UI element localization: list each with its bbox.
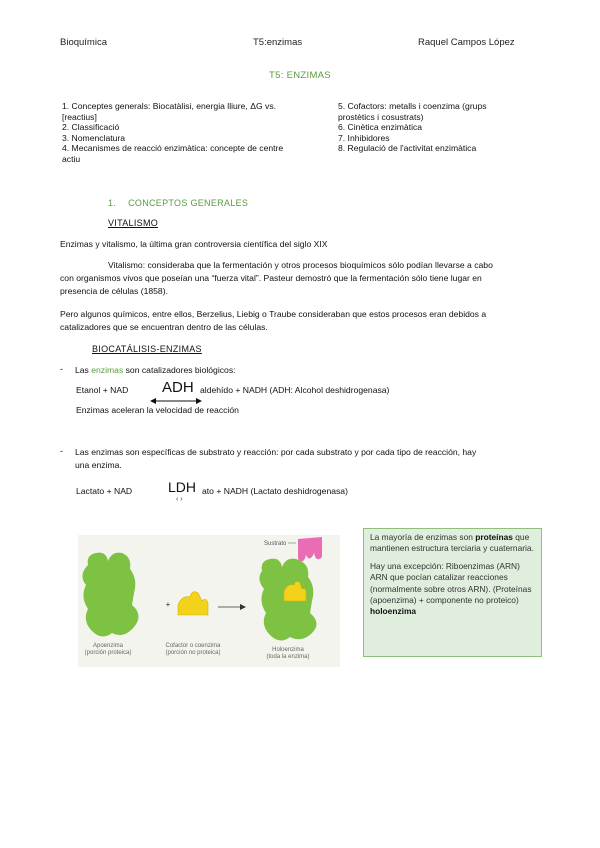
eq1-left: Etanol + NAD bbox=[76, 385, 129, 395]
toc-item: 1. Conceptes generals: Biocatàlisi, energia lliure, ΔG vs. bbox=[62, 101, 277, 111]
vitalismo-para1-line2: con organismos vivos que poseían una “fuerza vital”. Pasteur demostró que la fermentación sólo tiene lugar en bbox=[60, 273, 482, 283]
header-subject: Bioquímica bbox=[60, 37, 107, 48]
eq2-left: Lactato + NAD bbox=[76, 486, 133, 496]
toc-item: 2. Classificació bbox=[62, 122, 120, 132]
vitalismo-intro: Enzimas y vitalismo, la última gran controversia científica del siglo XIX bbox=[60, 239, 328, 249]
cofactor-sublabel: (porción no proteica) bbox=[165, 650, 221, 656]
plus-sign: + bbox=[165, 600, 171, 609]
section-number: 1. bbox=[108, 198, 117, 208]
toc-item: 4. Mecanismes de reacció enzimàtica: concepte de centre bbox=[62, 143, 284, 153]
toc-item: 6. Cinètica enzimàtica bbox=[338, 122, 423, 132]
vitalismo-para1-line1: Vitalismo: consideraba que la fermentación y otros procesos bioquímicos sólo podían llevarse a cabo bbox=[108, 260, 493, 270]
toc-left bbox=[62, 101, 332, 164]
eq1-right: aldehído + NADH (ADH: Alcohol deshidrogenasa) bbox=[200, 385, 390, 395]
bullet2-line1: Las enzimas son específicas de substrato y reacción: por cada substrato y por cada tipo de reacción, hay bbox=[75, 447, 477, 457]
toc-item: actiu bbox=[62, 153, 81, 164]
substrate-shape bbox=[298, 537, 322, 561]
page-title: T5: ENZIMAS bbox=[269, 70, 331, 81]
substrate-label: Sustrato bbox=[264, 541, 287, 547]
holoenzyme-label: Holoenzima bbox=[272, 647, 304, 653]
eq2-arrows: ‹ › bbox=[176, 496, 183, 503]
callout-p2-pre: Hay una excepción: Riboenzimas (ARN) ARN que pocían catalizar reacciones (normalmente sobre otros ARN). (Proteínas (apoenzima) + componente no proteico) bbox=[370, 560, 532, 606]
cofactor-label: Cofactor o coenzima bbox=[165, 643, 221, 649]
callout-box bbox=[363, 528, 542, 657]
subheading-vitalismo: VITALISMO bbox=[108, 218, 159, 228]
callout-p2-bold: holoenzima bbox=[370, 606, 417, 617]
section-label: CONCEPTOS GENERALES bbox=[128, 198, 249, 208]
bullet1-text bbox=[75, 364, 236, 377]
callout-paragraph-1 bbox=[370, 532, 535, 555]
header-author: Raquel Campos López bbox=[418, 37, 515, 48]
apoenzyme-label: Apoenzima bbox=[92, 643, 124, 649]
toc-item: 8. Regulació de l'activitat enzimàtica bbox=[338, 143, 477, 153]
eq1-note: Enzimas aceleran la velocidad de reacción bbox=[76, 405, 239, 415]
vitalismo-para2-line1: Pero algunos químicos, entre ellos, Berzelius, Liebig o Traube consideraban que estos procesos eran debidos a bbox=[60, 309, 487, 319]
bullet2-line2: una enzima. bbox=[75, 460, 122, 470]
subheading-biocatalisis: BIOCATÁLISIS-ENZIMAS bbox=[92, 344, 202, 354]
apoenzyme-shape bbox=[82, 553, 138, 637]
holoenzyme-diagram bbox=[78, 535, 340, 667]
toc-item: 5. Cofactors: metalls i coenzima (grups bbox=[338, 101, 487, 111]
callout-p1-pre: La mayoría de enzimas son bbox=[370, 532, 476, 542]
callout-p1-post: que mantienen estructura terciaria y cuaternaria. bbox=[370, 532, 534, 554]
header-topic: T5:enzimas bbox=[253, 37, 303, 48]
bullet-dash: - bbox=[60, 446, 63, 456]
bullet1-post: son catalizadores biológicos: bbox=[123, 365, 236, 375]
toc-item: 7. Inhibidores bbox=[338, 132, 390, 143]
callout-paragraph-2 bbox=[370, 561, 535, 618]
eq2-enzyme: LDH bbox=[168, 479, 197, 495]
bullet1-highlight: enzimas bbox=[91, 365, 124, 375]
vitalismo-para2-line2: catalizadores que se encuentran dentro de las células. bbox=[60, 322, 268, 332]
eq1-enzyme: ADH bbox=[162, 379, 194, 396]
eq2-right: ato + NADH (Lactato deshidrogenasa) bbox=[202, 486, 348, 496]
callout-p1-bold: proteínas bbox=[475, 532, 513, 542]
apoenzyme-sublabel: (porción proteica) bbox=[84, 650, 132, 656]
toc-item: prostètics i cosustrats) bbox=[338, 111, 424, 122]
vitalismo-para1-line3: presencia de células (1858). bbox=[60, 286, 168, 296]
holoenzyme-sublabel: (toda la enzima) bbox=[266, 654, 310, 660]
bullet-dash: - bbox=[60, 364, 63, 374]
section-heading bbox=[108, 198, 248, 208]
toc-item: 3. Nomenclatura bbox=[62, 132, 126, 143]
toc-right bbox=[338, 101, 558, 154]
bullet1-pre: Las bbox=[75, 365, 92, 375]
toc-item: [reactius] bbox=[62, 111, 97, 122]
